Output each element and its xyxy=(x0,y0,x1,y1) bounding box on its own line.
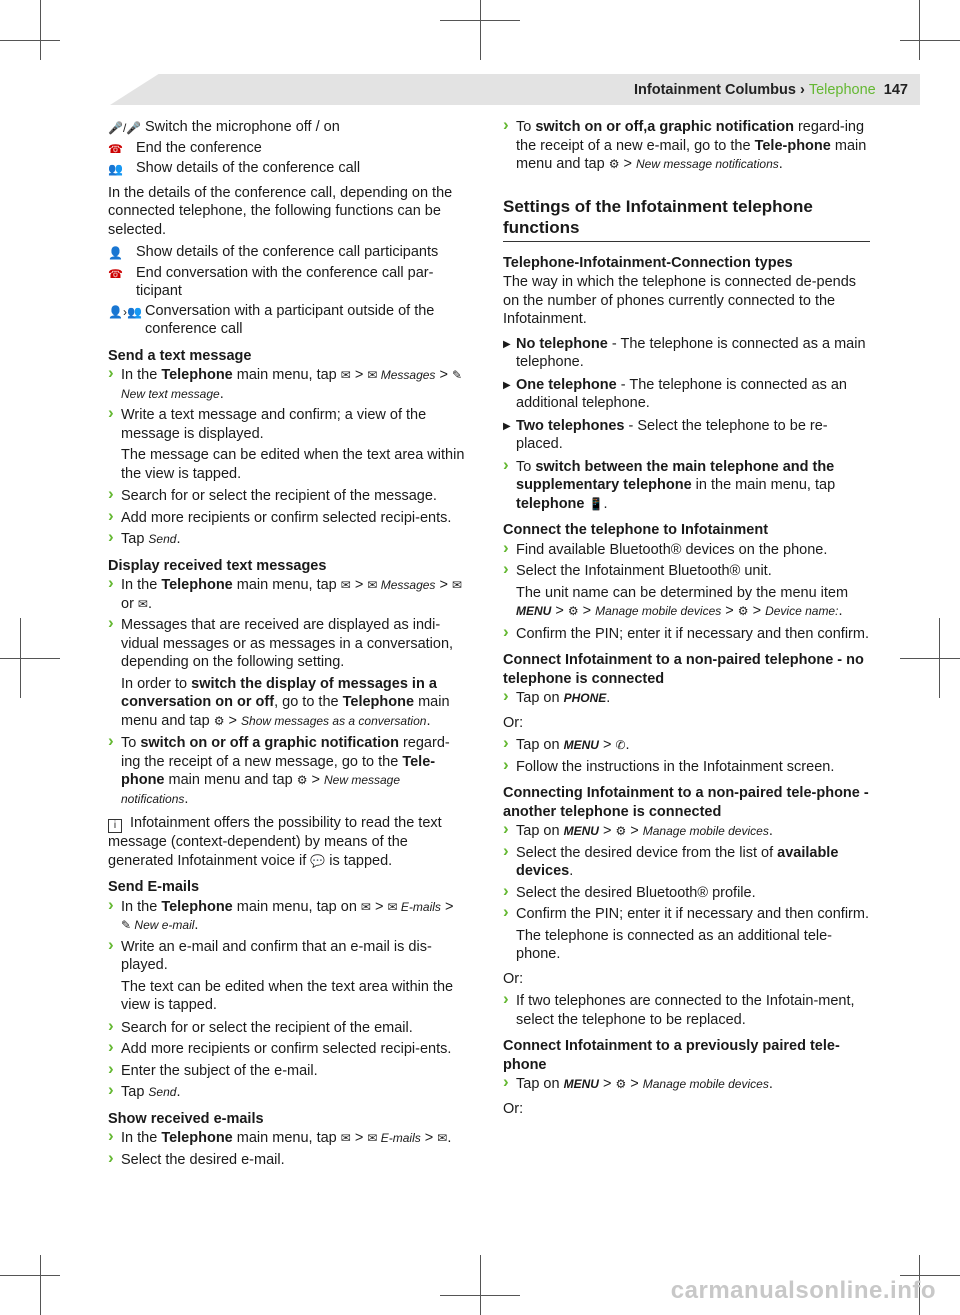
crop-mark xyxy=(900,40,960,41)
mail-icon: ✉ xyxy=(451,578,463,592)
step: › In the Telephone main menu, tap on ✉ > ✉ E-mails > ✎ New e-mail. xyxy=(108,898,468,935)
step: › Select the desired Bluetooth® profile. xyxy=(503,884,870,903)
step: › Tap Send. xyxy=(108,530,468,549)
step-note: In order to switch the display of messages in a conversation on or off, go to the Telephone main menu and tap ⚙ > Show messages as a conversation. xyxy=(121,675,450,729)
crop-mark xyxy=(919,0,920,60)
note: i Infotainment offers the possibility to read the text message (context-dependent) by means of the generated Infotainment voice if 💬 is tapped. xyxy=(108,815,442,869)
step-note: The message can be edited when the text area within the view is tapped. xyxy=(121,447,465,482)
transfer-icon: 👤›👥 xyxy=(108,304,142,319)
step: › Confirm the PIN; enter it if necessary and then confirm. xyxy=(503,905,870,924)
icon-item: 👥 Show details of the conference call xyxy=(108,159,468,179)
left-column xyxy=(108,118,468,1172)
section-title: Send a text message xyxy=(108,347,252,364)
phone-icon: 📱 xyxy=(588,496,604,511)
step: › Select the desired e-mail. xyxy=(108,1151,468,1170)
mail-icon: ✉ xyxy=(367,1131,378,1145)
step: › Follow the instructions in the Infotainment screen. xyxy=(503,758,870,777)
step: › Enter the subject of the e-mail. xyxy=(108,1062,468,1081)
section-title: Display received text messages xyxy=(108,557,327,574)
microphone-icon: 🎤/🎤 xyxy=(108,121,142,135)
crop-mark xyxy=(900,1275,960,1276)
step: › Select the Infotainment Bluetooth® unit. xyxy=(503,562,870,581)
step: › Tap on MENU > ⚙ > Manage mobile devices. xyxy=(503,822,870,841)
crop-mark xyxy=(0,658,60,659)
settings-icon: ⚙ xyxy=(608,157,620,171)
step: › Messages that are received are displayed as indi-vidual messages or as messages in a conversation, depending on the following setting. xyxy=(108,616,468,672)
crop-mark xyxy=(900,658,960,659)
phone-handset-icon: ✆ xyxy=(615,738,626,752)
section-heading: Settings of the Infotainment telephone functions xyxy=(503,196,870,242)
section-title: Connect Infotainment to a non-paired telephone - no telephone is connected xyxy=(503,652,864,687)
mail-icon: ✉ xyxy=(387,899,398,914)
speech-bubble-icon: 💬 xyxy=(310,853,326,868)
compose-icon: ✎ xyxy=(121,918,132,932)
crop-mark xyxy=(40,0,41,60)
settings-icon: ⚙ xyxy=(615,1077,627,1091)
step: › Select the desired device from the list of available devices. xyxy=(503,844,870,881)
step-note: The text can be edited when the text area within the view is tapped. xyxy=(121,978,454,1013)
section-title: Send E-mails xyxy=(108,879,200,895)
paragraph: The way in which the telephone is connected de-pends on the number of phones currently connected to the Infotainment. xyxy=(503,274,857,327)
step: › Tap on PHONE. xyxy=(503,689,870,708)
step: › Tap on MENU > ⚙ > Manage mobile devices. xyxy=(503,1075,870,1094)
option: ▶ One telephone - The telephone is connected as an additional telephone. xyxy=(503,376,870,413)
group-icon: 👥 xyxy=(108,162,123,176)
crop-mark xyxy=(40,1255,41,1315)
person-icon: 👤 xyxy=(108,246,123,260)
step: › Search for or select the recipient of the email. xyxy=(108,1019,468,1038)
step: › In the Telephone main menu, tap ✉ > ✉ E-mails > ✉. xyxy=(108,1129,468,1148)
mail-icon: ✉ xyxy=(340,578,351,592)
step: › Tap on MENU > ✆. xyxy=(503,736,870,755)
crop-mark xyxy=(440,1295,520,1296)
mail-icon: ✉ xyxy=(340,1131,351,1145)
or-label: Or: xyxy=(503,714,524,731)
step-note: The unit name can be determined by the menu item MENU > ⚙ > Manage mobile devices > ⚙ > Device name:. xyxy=(516,584,849,619)
running-header: Infotainment Columbus › Telephone 147 xyxy=(634,82,908,98)
paragraph: In the details of the conference call, depending on the connected telephone, the following functions can be selected. xyxy=(108,184,453,238)
step: › Find available Bluetooth® devices on the phone. xyxy=(503,541,870,560)
or-label: Or: xyxy=(503,970,524,987)
section-title: Connecting Infotainment to a non-paired tele-phone - another telephone is connected xyxy=(503,785,869,820)
step-note: The telephone is connected as an additional tele-phone. xyxy=(516,927,832,962)
compose-icon: ✎ xyxy=(451,368,463,382)
page-number: 147 xyxy=(883,82,908,98)
settings-icon: ⚙ xyxy=(567,604,579,618)
crop-mark xyxy=(480,0,481,60)
step: › In the Telephone main menu, tap ✉ > ✉ Messages > ✉ or ✉. xyxy=(108,576,468,613)
option: ▶ No telephone - The telephone is connected as a main telephone. xyxy=(503,335,870,372)
crop-mark xyxy=(440,20,520,21)
step: › Add more recipients or confirm selected recipi-ents. xyxy=(108,509,468,528)
right-column xyxy=(503,118,870,1122)
icon-item: 👤 Show details of the conference call participants xyxy=(108,243,468,263)
settings-icon: ⚙ xyxy=(615,824,627,838)
mail-icon: ✉ xyxy=(360,899,371,914)
mail-received-icon: ✉ xyxy=(137,596,148,611)
mail-icon: ✉ xyxy=(367,368,378,382)
step: › If two telephones are connected to the Infotain-ment, select the telephone to be replaced. xyxy=(503,992,870,1029)
step: › Write an e-mail and confirm that an e-mail is dis-played. xyxy=(108,938,468,975)
section-title: Connect Infotainment to a previously paired tele-phone xyxy=(503,1038,840,1073)
section-title: Connect the telephone to Infotainment xyxy=(503,522,769,538)
settings-icon: ⚙ xyxy=(296,773,308,787)
step: › Write a text message and confirm; a view of the message is displayed. xyxy=(108,406,468,443)
crop-mark xyxy=(480,1255,481,1315)
step: › Search for or select the recipient of the message. xyxy=(108,487,468,506)
step: › Confirm the PIN; enter it if necessary and then confirm. xyxy=(503,625,870,644)
step: › To switch between the main telephone and the supplementary telephone in the main menu, tap telephone 📱. xyxy=(503,458,870,514)
settings-icon: ⚙ xyxy=(737,604,749,618)
step: › To switch on or off a graphic notification regard-ing the receipt of a new message, go to the Tele-phone main menu and tap ⚙ > New message notifications. xyxy=(108,734,468,808)
icon-item: 🎤/🎤 Switch the microphone off / on xyxy=(108,118,468,138)
step: › In the Telephone main menu, tap ✉ > ✉ Messages > ✎ New text message. xyxy=(108,366,468,403)
section-title: Telephone-Infotainment-Connection types xyxy=(503,254,793,271)
step: › To switch on or off,a graphic notification regard-ing the receipt of a new e-mail, go to the Tele-phone main menu and tap ⚙ > New message notifications. xyxy=(503,118,870,174)
mail-icon: ✉ xyxy=(340,368,351,382)
option: ▶ Two telephones - Select the telephone to be re-placed. xyxy=(503,417,870,454)
settings-icon: ⚙ xyxy=(213,713,225,728)
step: › Tap Send. xyxy=(108,1083,468,1102)
crop-mark xyxy=(0,40,60,41)
info-icon: i xyxy=(108,819,122,833)
header-section: Telephone xyxy=(808,82,876,98)
end-call-icon: ☎ xyxy=(108,141,123,156)
icon-item: 👤›👥 Conversation with a participant outside of the conference call xyxy=(108,302,435,337)
watermark: carmanualsonline.info xyxy=(670,1277,936,1304)
step: › Add more recipients or confirm selected recipi-ents. xyxy=(108,1040,468,1059)
mail-received-icon: ✉ xyxy=(437,1131,448,1145)
mail-icon: ✉ xyxy=(367,578,378,592)
icon-item: ☎ End the conference xyxy=(108,139,468,159)
crop-mark xyxy=(0,1275,60,1276)
section-title: Show received e-mails xyxy=(108,1110,264,1127)
icon-item: ☎ End conversation with the conference call par-ticipant xyxy=(108,264,434,299)
header-title: Infotainment Columbus xyxy=(634,82,796,98)
or-label: Or: xyxy=(503,1100,524,1117)
end-call-icon: ☎ xyxy=(108,266,123,281)
